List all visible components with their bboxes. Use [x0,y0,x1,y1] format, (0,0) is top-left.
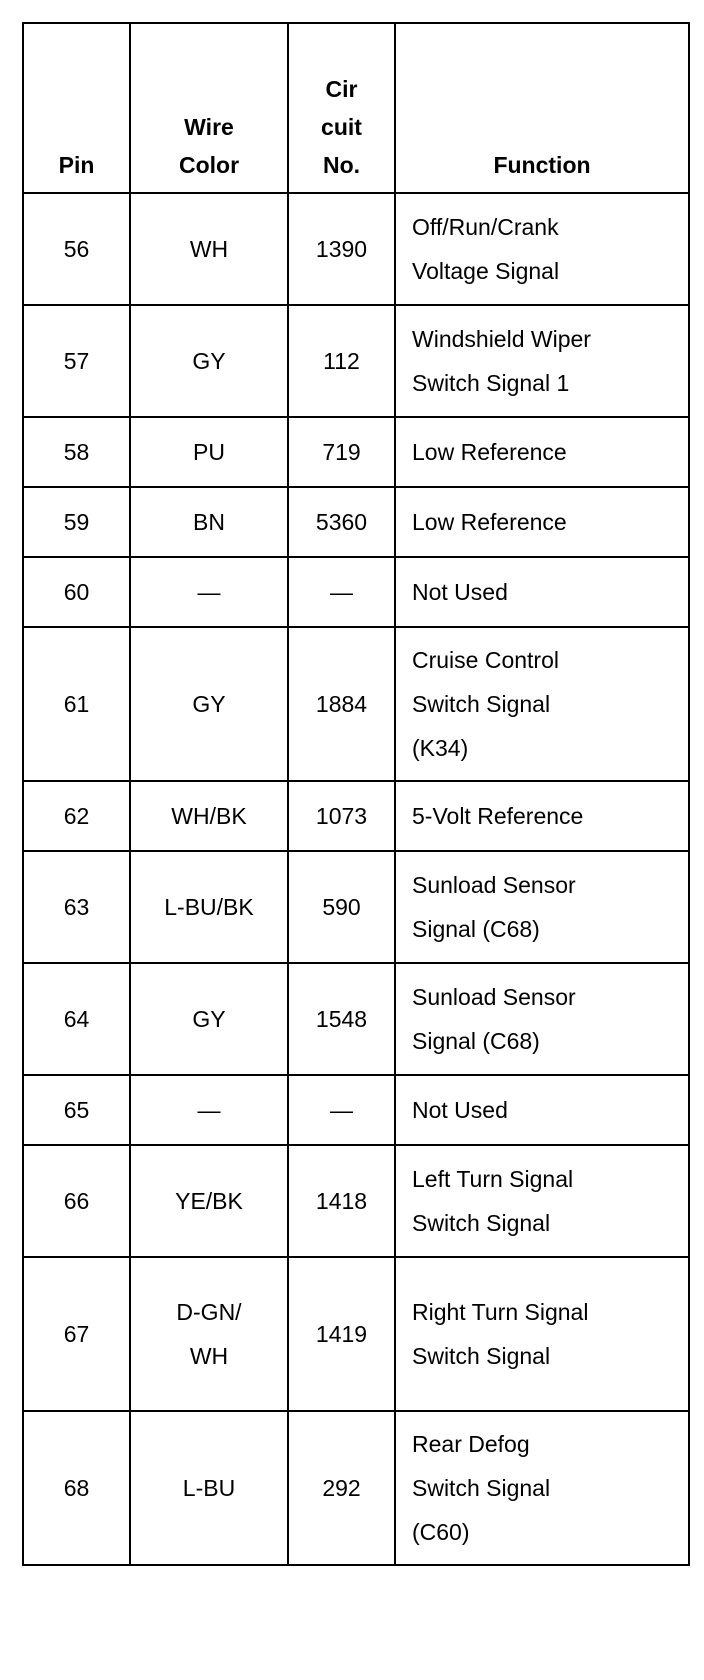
wire-color-cell: YE/BK [130,1145,288,1257]
function-line: Not Used [412,1097,508,1123]
header-function-line: Function [493,152,591,178]
header-function [395,23,689,193]
function-cell [395,627,689,781]
pin-cell: 68 [23,1411,130,1565]
function-line: Sunload Sensor [412,872,576,898]
function-line: Off/Run/Crank [412,214,559,240]
wire-color-cell: WH/BK [130,781,288,851]
function-cell [395,417,689,487]
function-line: Rear Defog [412,1431,530,1457]
wire-color-cell: GY [130,963,288,1075]
function-line: Signal (C68) [412,916,540,942]
function-cell [395,1411,689,1565]
function-cell [395,781,689,851]
pin-cell: 57 [23,305,130,417]
function-cell [395,487,689,557]
function-line: Not Used [412,579,508,605]
circuit-cell: 719 [288,417,395,487]
function-line: Low Reference [412,439,567,465]
function-line: Cruise Control [412,647,559,673]
table-row [23,557,689,627]
pin-cell: 59 [23,487,130,557]
function-line: (K34) [412,735,469,761]
circuit-cell: 1418 [288,1145,395,1257]
circuit-cell: 1884 [288,627,395,781]
function-cell [395,557,689,627]
function-line: Left Turn Signal [412,1166,574,1192]
header-wire-color-line: Wire [184,114,234,140]
table-row [23,851,689,963]
table-row [23,1145,689,1257]
wire-color-line: WH [189,1343,229,1369]
circuit-cell: 1548 [288,963,395,1075]
circuit-cell: 1419 [288,1257,395,1411]
function-line: Low Reference [412,509,567,535]
function-line: Switch Signal [412,691,551,717]
function-line: Switch Signal [412,1475,551,1501]
circuit-cell: 5360 [288,487,395,557]
header-pin-line: Pin [58,152,95,178]
header-wire-color-line: Color [178,152,240,178]
function-line: Switch Signal [412,1210,551,1236]
pin-cell: 66 [23,1145,130,1257]
wire-color-cell: — [130,1075,288,1145]
function-line: Windshield Wiper [412,326,591,352]
circuit-cell: — [288,1075,395,1145]
table-header-row [23,23,689,193]
function-line: Sunload Sensor [412,984,576,1010]
connector-pinout-table [22,22,690,1566]
circuit-cell: 292 [288,1411,395,1565]
function-cell [395,851,689,963]
wire-color-cell [130,1257,288,1411]
table-row [23,1257,689,1411]
table-row [23,1411,689,1565]
pin-cell: 61 [23,627,130,781]
circuit-cell: 590 [288,851,395,963]
pin-cell: 58 [23,417,130,487]
function-line: Switch Signal 1 [412,370,570,396]
table-row [23,193,689,305]
wire-color-cell: L-BU/BK [130,851,288,963]
table-row [23,305,689,417]
function-cell [395,305,689,417]
function-line: 5-Volt Reference [412,803,584,829]
table-row [23,627,689,781]
wire-color-cell: L-BU [130,1411,288,1565]
header-circuit-no-line: cuit [321,114,362,140]
pin-cell: 62 [23,781,130,851]
function-line: (C60) [412,1519,470,1545]
header-pin [23,23,130,193]
pin-cell: 60 [23,557,130,627]
pin-cell: 56 [23,193,130,305]
pin-cell: 67 [23,1257,130,1411]
header-circuit-no [288,23,395,193]
circuit-cell: 1390 [288,193,395,305]
wire-color-cell: WH [130,193,288,305]
circuit-cell: — [288,557,395,627]
pin-cell: 65 [23,1075,130,1145]
function-cell [395,1075,689,1145]
table-row [23,1075,689,1145]
function-cell [395,193,689,305]
wire-color-cell: — [130,557,288,627]
header-circuit-no-line: No. [322,152,361,178]
function-line: Signal (C68) [412,1028,540,1054]
function-line: Switch Signal [412,1343,551,1369]
function-cell [395,963,689,1075]
circuit-cell: 1073 [288,781,395,851]
header-circuit-no-line: Cir [325,76,358,102]
circuit-cell: 112 [288,305,395,417]
wire-color-cell: GY [130,627,288,781]
function-line: Right Turn Signal [412,1299,589,1325]
wire-color-cell: BN [130,487,288,557]
table-row [23,781,689,851]
function-line: Voltage Signal [412,258,560,284]
wire-color-cell: PU [130,417,288,487]
table-row [23,487,689,557]
table-body [23,193,689,1565]
pin-cell: 64 [23,963,130,1075]
function-cell [395,1257,689,1411]
table-row [23,417,689,487]
function-cell [395,1145,689,1257]
pin-cell: 63 [23,851,130,963]
table-row [23,963,689,1075]
wire-color-cell: GY [130,305,288,417]
wire-color-line: D-GN/ [176,1299,242,1325]
header-wire-color [130,23,288,193]
